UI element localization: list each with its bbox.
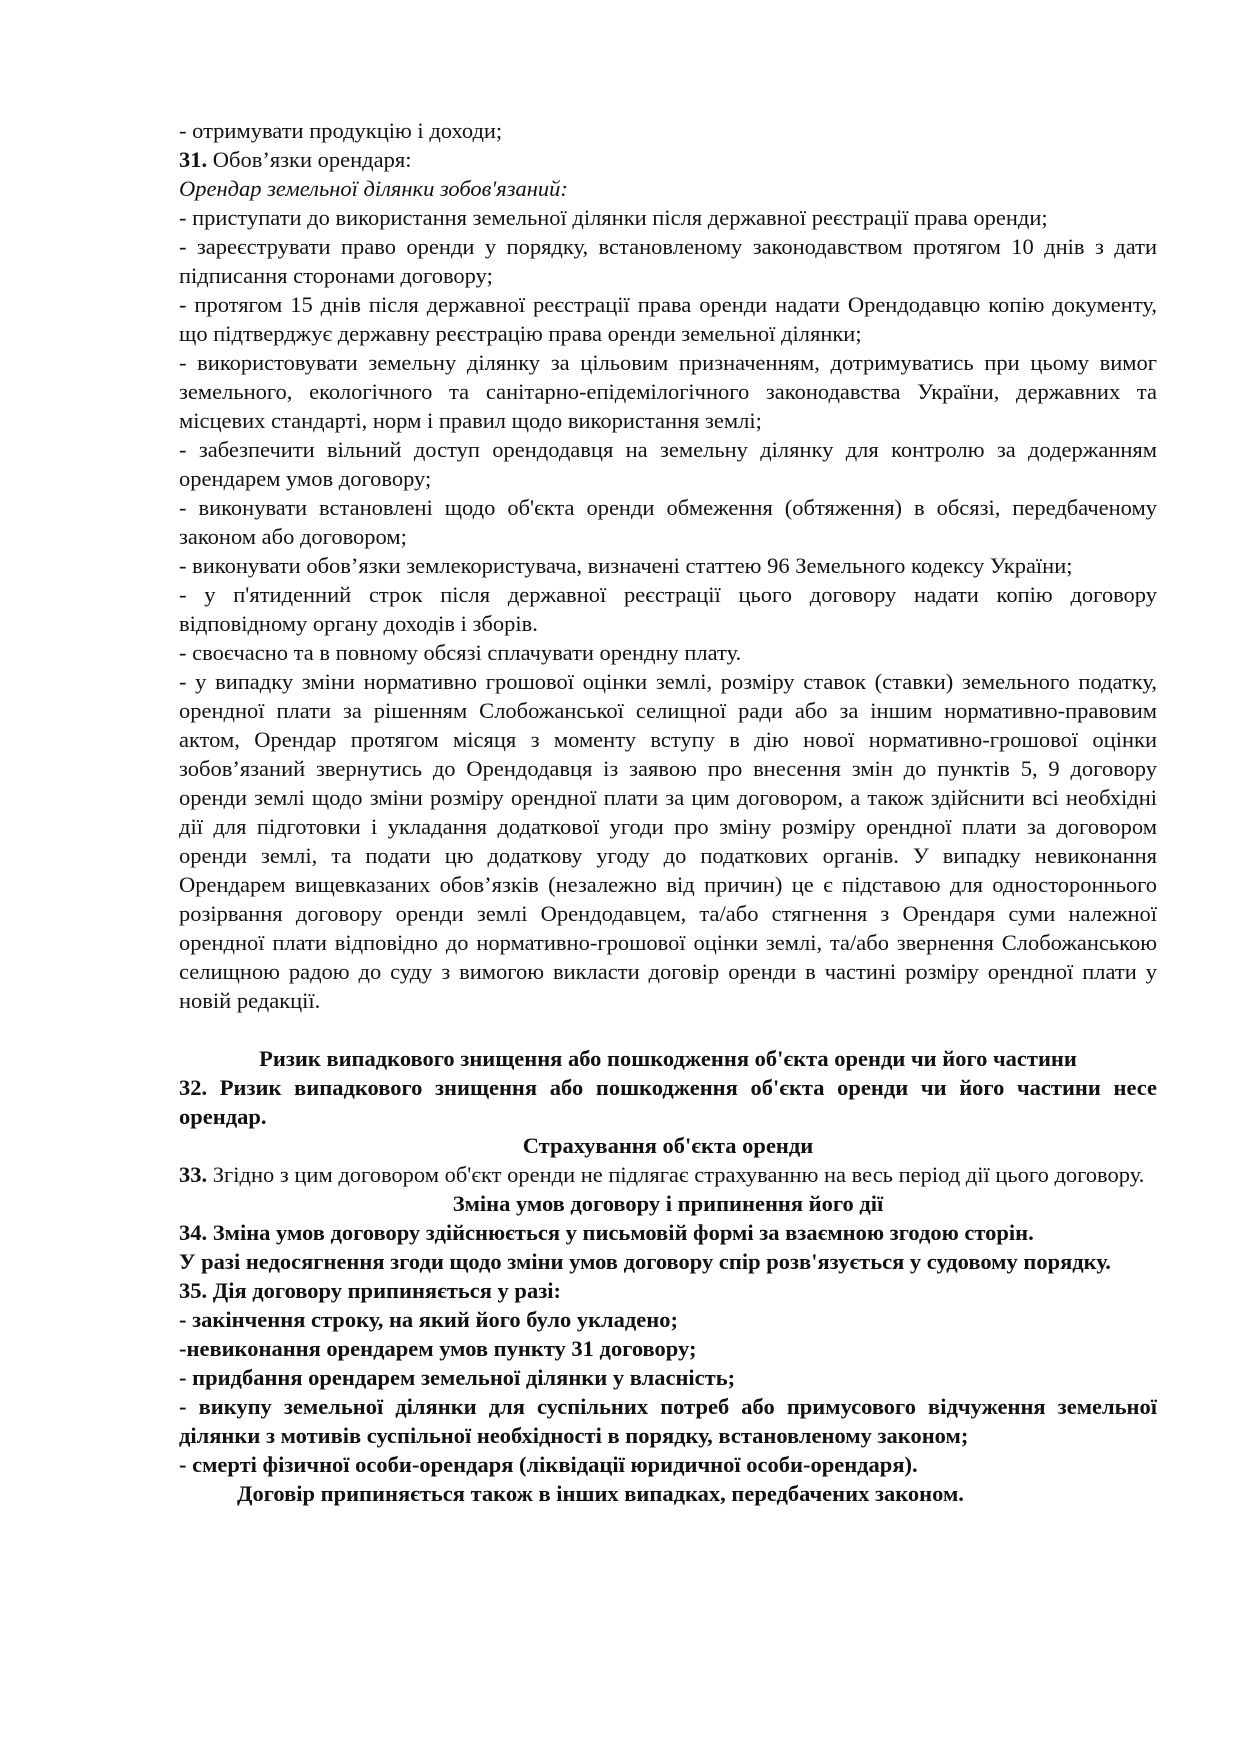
- paragraph-income: - отримувати продукцію і доходи;: [179, 118, 503, 143]
- clause-text: Згідно з цим договором об'єкт оренди не підлягає страхуванню на весь період дії цього договору.: [207, 1162, 1145, 1187]
- clause-32: [179, 1073, 1157, 1131]
- obligation-item: - забезпечити вільний доступ орендодавця на земельну ділянку для контролю за додержанням орендарем умов договору;: [179, 437, 1157, 491]
- spacer: [179, 1015, 1157, 1044]
- clause-number: 35.: [179, 1278, 208, 1303]
- clause-text: Ризик випадкового знищення або пошкодження об'єкта оренди чи його частини несе орендар.: [179, 1075, 1157, 1129]
- clause-34: [179, 1218, 1157, 1247]
- clause-number: 34.: [179, 1220, 208, 1245]
- termination-item: - викупу земельної ділянки для суспільних потреб або примусового відчуження земельної ділянки з мотивів суспільної необхідності в порядку, встановленому законом;: [179, 1394, 1157, 1448]
- termination-item: -невиконання орендарем умов пункту 31 договору;: [179, 1336, 697, 1361]
- obligation-item: - у п'ятиденний строк після державної реєстрації цього договору надати копію договору відповідному органу доходів і зборів.: [179, 582, 1157, 636]
- clause-number: 31.: [179, 147, 208, 172]
- clause-number: 33.: [179, 1162, 208, 1187]
- section-heading-risk: Ризик випадкового знищення або пошкодження об'єкта оренди чи його частини: [259, 1046, 1077, 1071]
- obligation-item: - протягом 15 днів після державної реєстрації права оренди надати Орендодавцю копію документу, що підтверджує державну реєстрацію права оренди земельної ділянки;: [179, 292, 1157, 346]
- section-heading-insurance: Страхування об'єкта оренди: [522, 1133, 814, 1158]
- clause-text: Дія договору припиняється у разі:: [207, 1278, 561, 1303]
- obligation-item: - виконувати обов’язки землекористувача, визначені статтею 96 Земельного кодексу України;: [179, 553, 1073, 578]
- obligation-item: - своєчасно та в повному обсязі сплачувати орендну плату.: [179, 640, 742, 665]
- clause-31-heading: [179, 145, 1157, 174]
- obligation-item: - приступати до використання земельної ділянки після державної реєстрації права оренди;: [179, 205, 1048, 230]
- obligation-item: - використовувати земельну ділянку за цільовим призначенням, дотримуватись при цьому вимог земельного, екологічного та санітарно-епідемілогічного законодавства України, державних та місцевих стандарті, норм і правил щодо використання землі;: [179, 350, 1157, 433]
- clause-33: [179, 1160, 1157, 1189]
- section-heading-changes: Зміна умов договору і припинення його дії: [452, 1191, 884, 1216]
- clause-35: [179, 1276, 1157, 1305]
- obligation-item: - зареєструвати право оренди у порядку, встановленому законодавством протягом 10 днів з дати підписання сторонами договору;: [179, 234, 1157, 288]
- document-page: [179, 116, 1157, 1508]
- obligation-item: - у випадку зміни нормативно грошової оцінки землі, розміру ставок (ставки) земельного податку, орендної плати за рішенням Слобожанської селищної ради або за іншим нормативно-правовим актом, Орендар протягом місяця з моменту вступу в дію нової нормативно-грошової оцінки зобов’язаний звернутись до Орендодавця із заявою про внесення змін до пунктів 5, 9 договору оренди землі щодо зміни розміру орендної плати за цим договором, а також здійснити всі необхідні дії для підготовки і укладання додаткової угоди про зміну розміру орендної плати за договором оренди землі, та подати цю додаткову угоду до податкових органів. У випадку невиконання Орендарем вищевказаних обов’язків (незалежно від причин) це є підставою для одностороннього розірвання договору оренди землі Орендодавцем, та/або стягнення з Орендаря суми належної орендної плати відповідно до нормативно-грошової оцінки землі, та/або звернення Слобожанською селищною радою до суду з вимогою викласти договір оренди в частині розміру орендної плати у новій редакції.: [179, 669, 1157, 1013]
- termination-item: - закінчення строку, на який його було укладено;: [179, 1307, 678, 1332]
- termination-item: - смерті фізичної особи-орендаря (ліквідації юридичної особи-орендаря).: [179, 1452, 918, 1477]
- termination-other-cases: Договір припиняється також в інших випадках, передбачених законом.: [237, 1481, 964, 1506]
- tenant-obligations-intro: Орендар земельної ділянки зобов'язаний:: [179, 176, 568, 201]
- clause-title: Обов’язки орендаря:: [207, 147, 412, 172]
- clause-number: 32.: [179, 1075, 208, 1100]
- termination-item: - придбання орендарем земельної ділянки у власність;: [179, 1365, 736, 1390]
- clause-34-dispute: У разі недосягнення згоди щодо зміни умов договору спір розв'язується у судовому порядку.: [179, 1249, 1111, 1274]
- obligation-item: - виконувати встановлені щодо об'єкта оренди обмеження (обтяження) в обсязі, передбаченому законом або договором;: [179, 495, 1157, 549]
- clause-text: Зміна умов договору здійснюється у письмовій формі за взаємною згодою сторін.: [207, 1220, 1034, 1245]
